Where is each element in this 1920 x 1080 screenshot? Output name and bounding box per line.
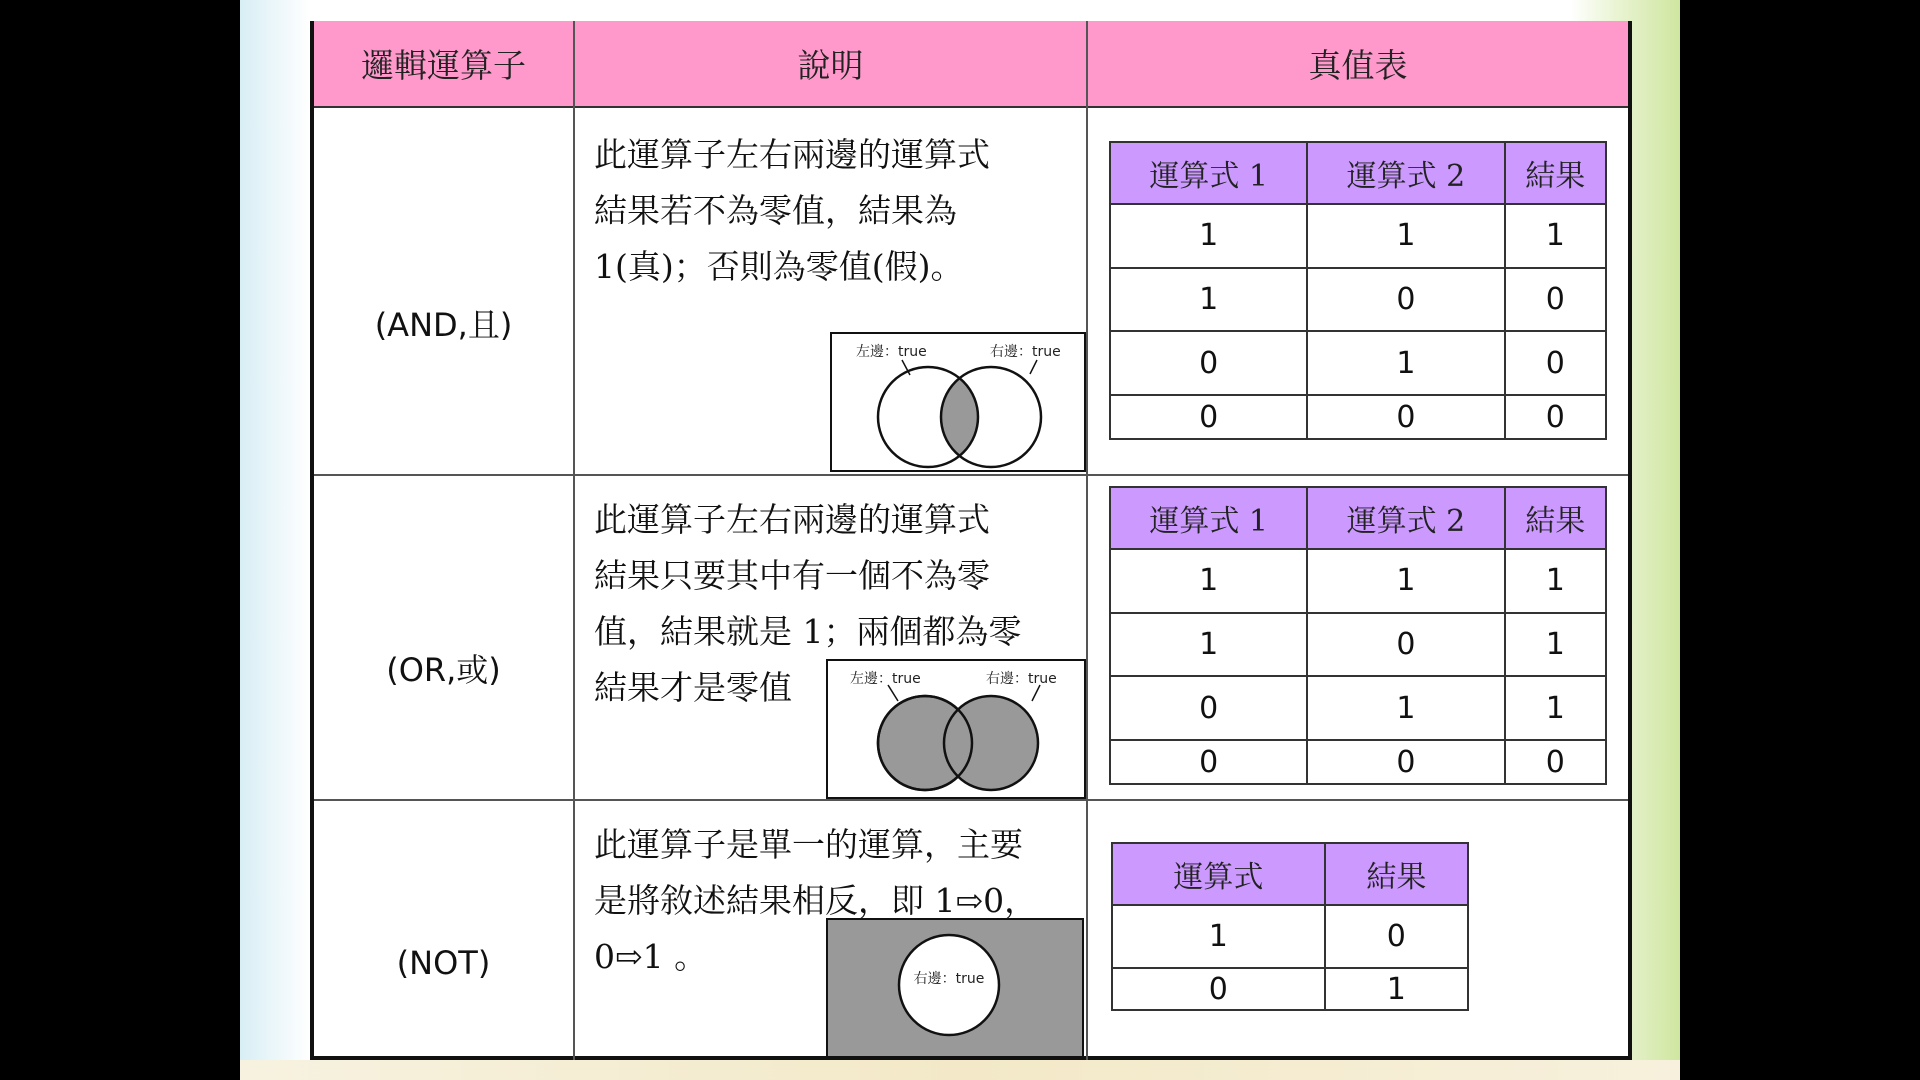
desc-line: 此運算子左右兩邊的運算式 [594, 135, 990, 174]
desc-line: 結果只要其中有一個不為零 [594, 556, 990, 595]
cell: 1 [1110, 549, 1307, 613]
header-operator: 邏輯運算子 [314, 21, 573, 108]
th: 運算式 1 [1110, 142, 1307, 204]
divider [1086, 21, 1088, 1060]
cell: 0 [1505, 331, 1606, 395]
cell: 1 [1325, 968, 1468, 1010]
venn-left-label: 左邊：true [850, 671, 921, 687]
cell: 1 [1307, 204, 1504, 268]
venn-diagram-not [826, 918, 1084, 1058]
cell: 1 [1110, 204, 1307, 268]
description-and [594, 127, 990, 295]
cell: 0 [1505, 395, 1606, 439]
truth-table-not [1111, 842, 1469, 1011]
th: 結果 [1505, 142, 1606, 204]
th: 運算式 [1112, 843, 1325, 905]
cell: 1 [1505, 613, 1606, 677]
operator-and: (AND,且) [374, 306, 513, 344]
cell: 0 [1307, 613, 1504, 677]
venn-diagram-or [826, 659, 1086, 799]
cell: 0 [1110, 740, 1307, 784]
truth-table-or [1109, 486, 1607, 785]
divider [573, 21, 575, 1060]
desc-line: 此運算子左右兩邊的運算式 [594, 500, 990, 539]
venn-diagram-and [830, 332, 1086, 472]
th: 運算式 1 [1110, 487, 1307, 549]
th: 結果 [1325, 843, 1468, 905]
header-description: 說明 [575, 21, 1086, 108]
th: 運算式 2 [1307, 487, 1504, 549]
cell: 1 [1505, 676, 1606, 740]
desc-line: 0⇨1 。 [594, 937, 708, 976]
cell: 1 [1112, 905, 1325, 968]
venn-right-label: 右邊：true [990, 344, 1061, 360]
desc-line: 結果才是零值 [594, 668, 792, 707]
desc-line: 值，結果就是 1；兩個都為零 [594, 612, 1022, 651]
desc-line: 是將敘述結果相反，即 1⇨0， [594, 881, 1038, 920]
cell: 0 [1110, 676, 1307, 740]
cell: 0 [1307, 268, 1504, 332]
cell: 1 [1505, 549, 1606, 613]
cell: 1 [1110, 268, 1307, 332]
cell: 1 [1307, 331, 1504, 395]
desc-line: 1(真)；否則為零值(假)。 [594, 247, 964, 286]
divider [314, 799, 1628, 801]
cell: 0 [1110, 395, 1307, 439]
th: 結果 [1505, 487, 1606, 549]
venn-left-label: 左邊：true [856, 344, 927, 360]
header-truth-table: 真值表 [1088, 21, 1628, 108]
cell: 1 [1307, 676, 1504, 740]
cell: 1 [1110, 613, 1307, 677]
operator-or: (OR,或) [386, 651, 501, 689]
venn-right-label: 右邊：true [986, 671, 1057, 687]
desc-line: 結果若不為零值，結果為 [594, 191, 957, 230]
cell: 1 [1307, 549, 1504, 613]
cell: 0 [1110, 331, 1307, 395]
operator-not: (NOT) [396, 944, 491, 982]
divider [314, 474, 1628, 476]
venn-label: 右邊：true [913, 971, 985, 987]
th: 運算式 2 [1307, 142, 1504, 204]
cell: 1 [1505, 204, 1606, 268]
cell: 0 [1307, 740, 1504, 784]
cell: 0 [1325, 905, 1468, 968]
cell: 0 [1505, 268, 1606, 332]
truth-table-and [1109, 141, 1607, 440]
cell: 0 [1505, 740, 1606, 784]
cell: 0 [1112, 968, 1325, 1010]
cell: 0 [1307, 395, 1504, 439]
desc-line: 此運算子是單一的運算，主要 [594, 825, 1023, 864]
